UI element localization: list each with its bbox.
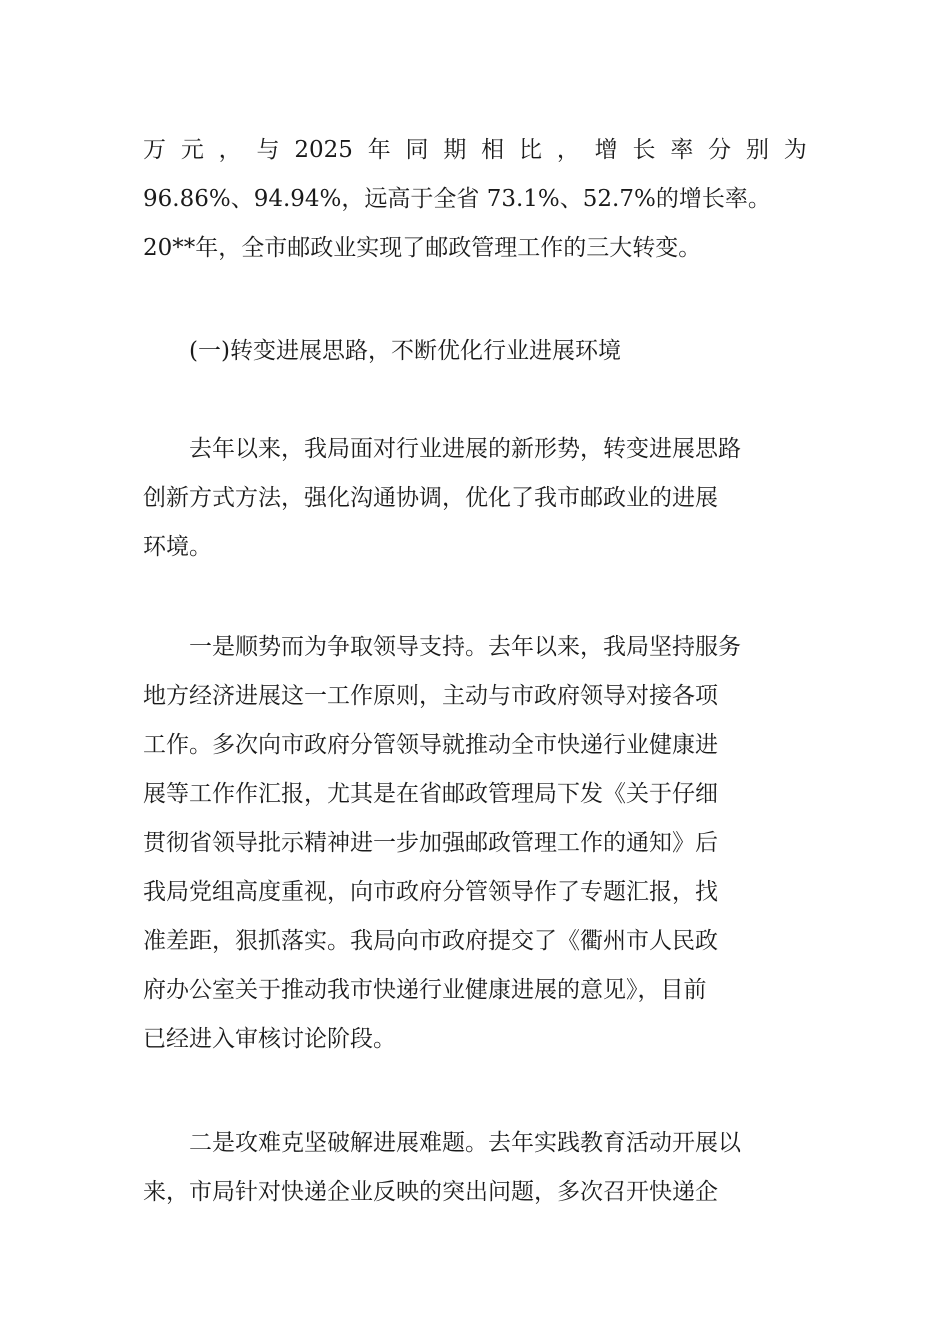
- word: 长: [632, 137, 656, 163]
- section-heading: [143, 327, 807, 376]
- text-line: 环境。: [143, 534, 212, 560]
- word: 年: [367, 137, 391, 163]
- text-line: 96.86%、94.94%，远高于全省 73.1%、52.7%的增长率。: [143, 186, 771, 212]
- word: 期: [443, 137, 467, 163]
- text-line: 准差距，狠抓落实。我局向市政府提交了《衢州市人民政: [143, 928, 718, 954]
- paragraph-growth-summary: [143, 126, 807, 273]
- text-line: 二是攻难克坚破解进展难题。去年实践教育活动开展以: [189, 1130, 741, 1156]
- text-line: 府办公室关于推动我市快递行业健康进展的意见》，目前: [143, 977, 707, 1003]
- word: 元: [180, 137, 204, 163]
- word: 分: [708, 137, 732, 163]
- heading-text: (一)转变进展思路，不断优化行业进展环境: [189, 338, 621, 364]
- word: 增: [594, 137, 618, 163]
- text-line: [143, 126, 807, 175]
- word: 比: [519, 137, 542, 163]
- word: 为: [783, 137, 807, 163]
- word: 与: [256, 137, 280, 163]
- word: ，: [218, 137, 242, 163]
- text-line: 地方经济进展这一工作原则，主动与市政府领导对接各项: [143, 683, 718, 709]
- text-line: 我局党组高度重视，向市政府分管领导作了专题汇报，找: [143, 879, 718, 905]
- paragraph-leadership-support: [143, 623, 807, 1064]
- word: ，: [556, 137, 580, 163]
- text-line: 展等工作作汇报，尤其是在省邮政管理局下发《关于仔细: [143, 781, 718, 807]
- paragraph-intro: [143, 425, 807, 572]
- text-line: 20**年，全市邮政业实现了邮政管理工作的三大转变。: [143, 235, 702, 261]
- text-line: 已经进入审核讨论阶段。: [143, 1026, 396, 1052]
- text-line: 贯彻省领导批示精神进一步加强邮政管理工作的通知》后: [143, 830, 718, 856]
- text-line: 创新方式方法，强化沟通协调，优化了我市邮政业的进展: [143, 485, 718, 511]
- word: 率: [670, 137, 694, 163]
- word: 别: [745, 137, 769, 163]
- word: 2025: [294, 137, 353, 163]
- text-line: 工作。多次向市政府分管领导就推动全市快递行业健康进: [143, 732, 718, 758]
- text-line: 去年以来，我局面对行业进展的新形势，转变进展思路: [189, 436, 741, 462]
- word: 同: [405, 137, 429, 163]
- paragraph-solving-problems: [143, 1119, 807, 1217]
- text-line: 一是顺势而为争取领导支持。去年以来，我局坚持服务: [189, 634, 741, 660]
- text-line: 来，市局针对快递企业反映的突出问题，多次召开快递企: [143, 1179, 718, 1205]
- word: 万: [143, 137, 166, 163]
- word: 相: [481, 137, 505, 163]
